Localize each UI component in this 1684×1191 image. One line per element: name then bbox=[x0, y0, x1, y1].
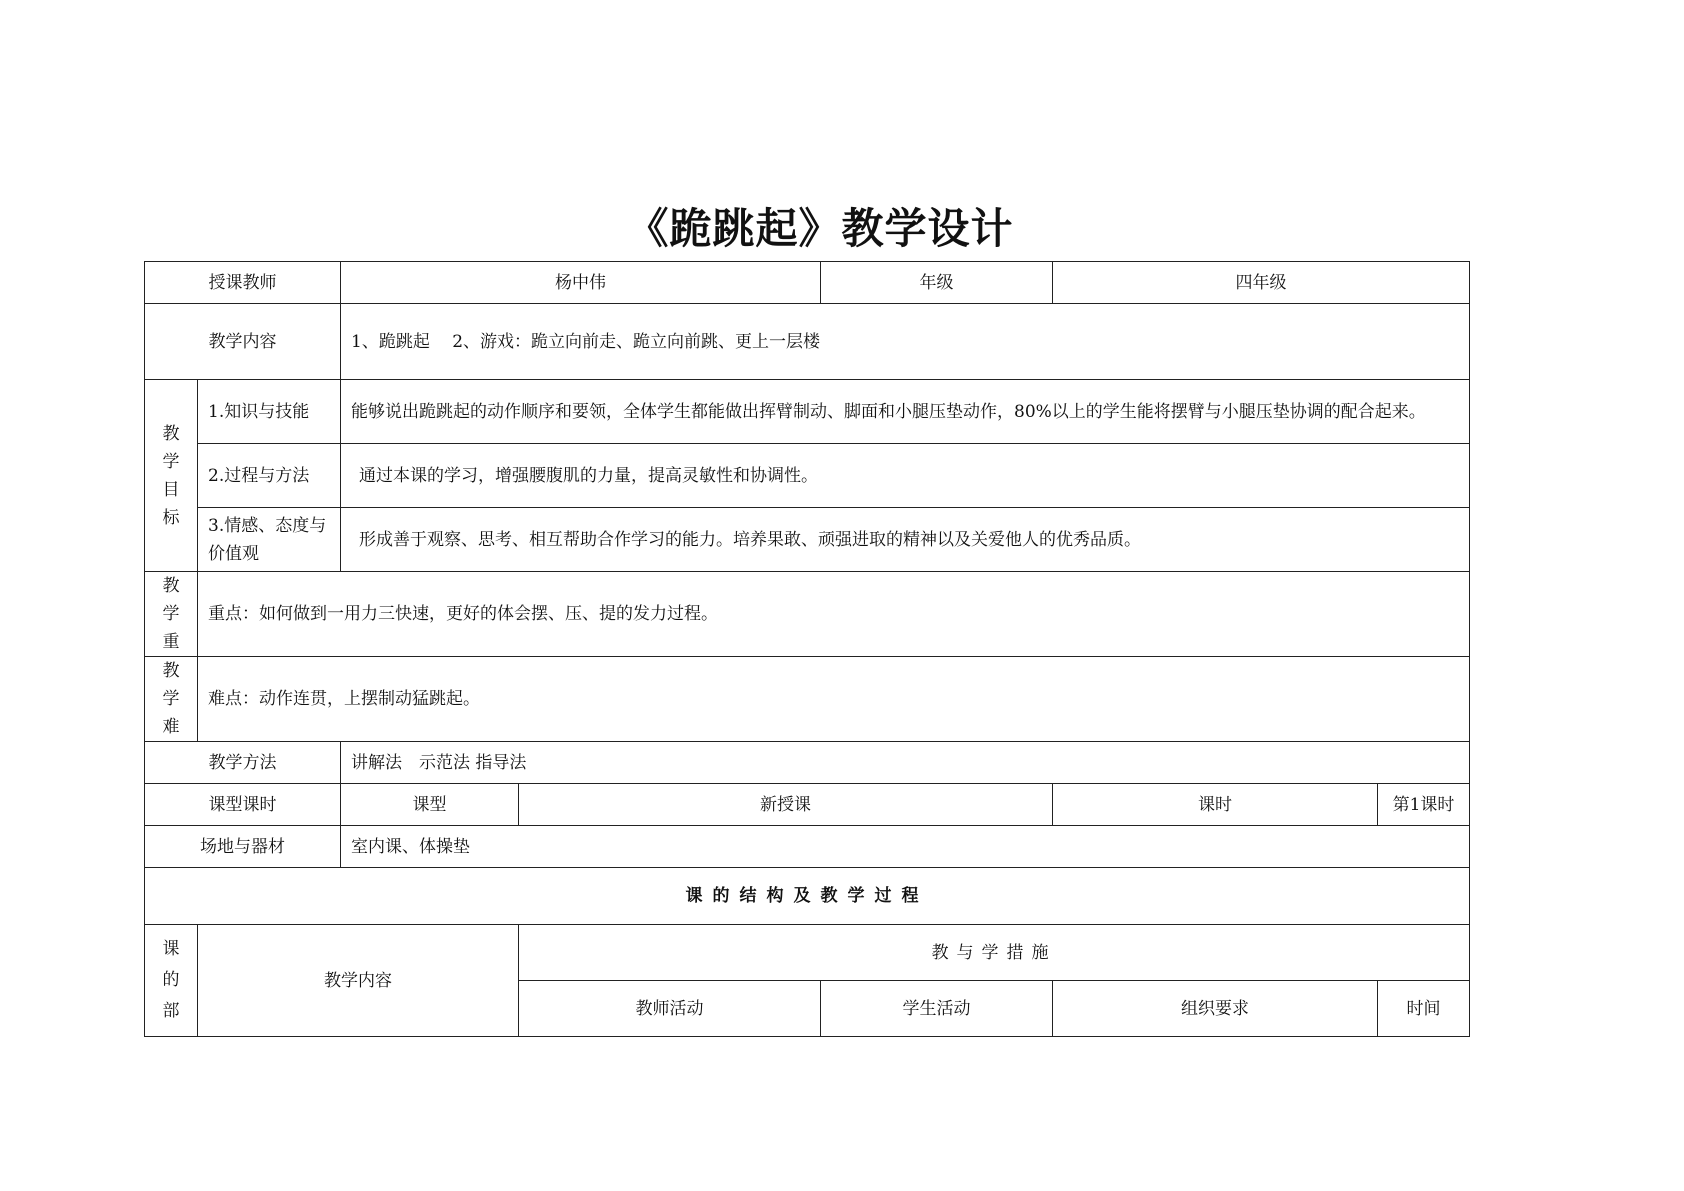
period-value: 第1课时 bbox=[1378, 784, 1470, 826]
grade-label: 年级 bbox=[821, 262, 1053, 304]
goal-label-1: 1.知识与技能 bbox=[198, 380, 341, 444]
part-label: 课的部 bbox=[145, 925, 198, 1037]
venue-label: 场地与器材 bbox=[145, 826, 341, 868]
difficulty-label: 教学难 bbox=[145, 657, 198, 742]
difficulty-row bbox=[145, 657, 1470, 742]
goal-text-2: 通过本课的学习，增强腰腹肌的力量，提高灵敏性和协调性。 bbox=[341, 444, 1470, 508]
goal-row-2 bbox=[145, 444, 1470, 508]
content-label: 教学内容 bbox=[145, 304, 341, 380]
goal-text-1: 能够说出跪跳起的动作顺序和要领，全体学生都能做出挥臂制动、脚面和小腿压垫动作，80%以上的学生能将摆臂与小腿压垫协调的配合起来。 bbox=[341, 380, 1470, 444]
student-activity-label: 学生活动 bbox=[821, 981, 1053, 1037]
goal-label-2: 2.过程与方法 bbox=[198, 444, 341, 508]
grade-value: 四年级 bbox=[1053, 262, 1470, 304]
type-label: 课型 bbox=[341, 784, 519, 826]
content-value: 1、跪跳起 2、游戏：跪立向前走、跪立向前跳、更上一层楼 bbox=[341, 304, 1470, 380]
teacher-activity-label: 教师活动 bbox=[519, 981, 821, 1037]
lesson-type-row bbox=[145, 784, 1470, 826]
venue-text: 室内课、体操垫 bbox=[341, 826, 1470, 868]
structure-content-label: 教学内容 bbox=[198, 925, 519, 1037]
difficulty-text: 难点：动作连贯，上摆制动猛跳起。 bbox=[198, 657, 1470, 742]
venue-row bbox=[145, 826, 1470, 868]
method-label: 教学方法 bbox=[145, 742, 341, 784]
structure-heading-row bbox=[145, 868, 1470, 925]
key-point-label: 教学重 bbox=[145, 572, 198, 657]
method-row bbox=[145, 742, 1470, 784]
goal-label-3: 3.情感、态度与价值观 bbox=[198, 508, 341, 572]
page-title: 《跪跳起》教学设计 bbox=[626, 204, 1014, 253]
period-label: 课时 bbox=[1053, 784, 1378, 826]
lesson-plan-table bbox=[144, 261, 1470, 1037]
goal-row-1 bbox=[145, 380, 1470, 444]
goals-group-label: 教学目标 bbox=[145, 380, 198, 572]
measures-label: 教与学措施 bbox=[519, 925, 1470, 981]
type-value: 新授课 bbox=[519, 784, 1053, 826]
goal-text-3: 形成善于观察、思考、相互帮助合作学习的能力。培养果敢、顽强进取的精神以及关爱他人的优秀品质。 bbox=[341, 508, 1470, 572]
key-point-text: 重点：如何做到一用力三快速，更好的体会摆、压、提的发力过程。 bbox=[198, 572, 1470, 657]
organization-label: 组织要求 bbox=[1053, 981, 1378, 1037]
content-row bbox=[145, 304, 1470, 380]
goal-row-3 bbox=[145, 508, 1470, 572]
structure-header-row-1 bbox=[145, 925, 1470, 981]
teacher-value: 杨中伟 bbox=[341, 262, 821, 304]
teacher-row bbox=[145, 262, 1470, 304]
teacher-label: 授课教师 bbox=[145, 262, 341, 304]
lesson-type-label: 课型课时 bbox=[145, 784, 341, 826]
structure-heading: 课的结构及教学过程 bbox=[145, 868, 1470, 925]
method-text: 讲解法 示范法 指导法 bbox=[341, 742, 1470, 784]
key-point-row bbox=[145, 572, 1470, 657]
time-label: 时间 bbox=[1378, 981, 1470, 1037]
